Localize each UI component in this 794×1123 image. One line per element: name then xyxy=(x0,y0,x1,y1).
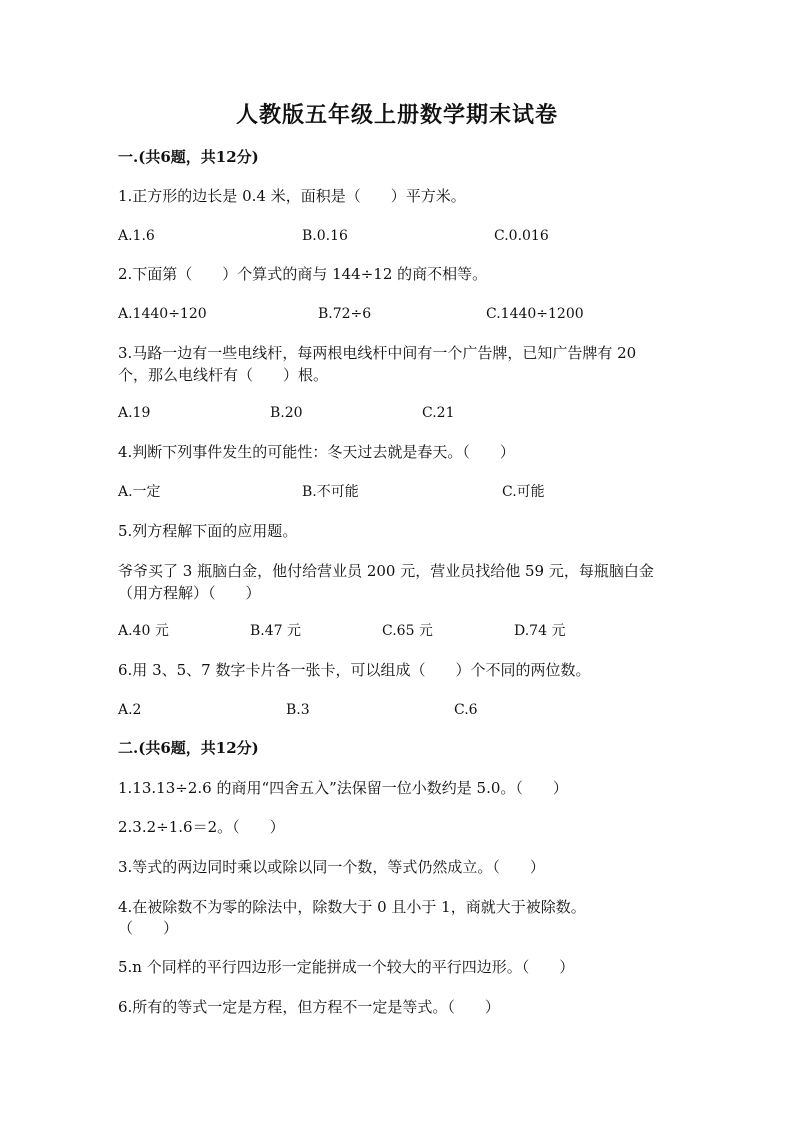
q1-4-option-a: A.一定 xyxy=(118,484,161,500)
question-2-5: 5.n 个同样的平行四边形一定能拼成一个较大的平行四边形。（ ） xyxy=(118,958,575,976)
q1-1-option-b: B.0.16 xyxy=(302,228,348,244)
question-1-3-line-1: 3.马路一边有一些电线杆，每两根电线杆中间有一个广告牌，已知广告牌有 20 xyxy=(118,344,637,362)
question-1-4: 4.判断下列事件发生的可能性：冬天过去就是春天。（ ） xyxy=(118,443,515,461)
question-1-1: 1.正方形的边长是 0.4 米，面积是（ ）平方米。 xyxy=(118,187,466,205)
question-1-3-line-2: 个，那么电线杆有（ ）根。 xyxy=(118,366,329,384)
section-2-heading: 二.(共6题，共12分) xyxy=(118,739,259,757)
section-1-heading: 一.(共6题，共12分) xyxy=(118,148,259,166)
q1-5-option-d: D.74 元 xyxy=(514,623,566,639)
page-title: 人教版五年级上册数学期末试卷 xyxy=(235,102,558,128)
question-1-5-body-line-1: 爷爷买了 3 瓶脑白金，他付给营业员 200 元，营业员找给他 59 元，每瓶脑白金 xyxy=(118,562,654,580)
q1-5-option-c: C.65 元 xyxy=(382,623,433,639)
question-2-4-line-1: 4.在被除数不为零的除法中，除数大于 0 且小于 1，商就大于被除数。 xyxy=(118,898,586,916)
question-2-4-line-2: （ ） xyxy=(118,919,179,937)
q1-3-option-b: B.20 xyxy=(270,405,303,421)
question-2-6: 6.所有的等式一定是方程，但方程不一定是等式。（ ） xyxy=(118,998,500,1016)
question-1-6: 6.用 3、5、7 数字卡片各一张卡，可以组成（ ）个不同的两位数。 xyxy=(118,661,591,679)
q1-2-option-b: B.72÷6 xyxy=(318,306,372,322)
question-2-3: 3.等式的两边同时乘以或除以同一个数，等式仍然成立。（ ） xyxy=(118,858,545,876)
q1-6-option-b: B.3 xyxy=(286,702,310,718)
question-1-2: 2.下面第（ ）个算式的商与 144÷12 的商不相等。 xyxy=(118,265,488,283)
q1-6-option-c: C.6 xyxy=(454,702,478,718)
question-1-5: 5.列方程解下面的应用题。 xyxy=(118,522,298,540)
question-2-2: 2.3.2÷1.6＝2。（ ） xyxy=(118,818,285,836)
q1-5-option-b: B.47 元 xyxy=(250,623,302,639)
question-1-5-body-line-2: （用方程解）（ ） xyxy=(118,584,261,602)
q1-2-option-c: C.1440÷1200 xyxy=(486,306,584,322)
q1-1-option-c: C.0.016 xyxy=(494,228,549,244)
q1-2-option-a: A.1440÷120 xyxy=(118,306,207,322)
q1-5-option-a: A.40 元 xyxy=(118,623,169,639)
q1-4-option-b: B.不可能 xyxy=(302,484,359,500)
q1-3-option-c: C.21 xyxy=(422,405,455,421)
q1-3-option-a: A.19 xyxy=(118,405,151,421)
q1-6-option-a: A.2 xyxy=(118,702,142,718)
q1-1-option-a: A.1.6 xyxy=(118,228,155,244)
q1-4-option-c: C.可能 xyxy=(502,484,545,500)
question-2-1: 1.13.13÷2.6 的商用“四舍五入”法保留一位小数约是 5.0。（ ） xyxy=(118,779,568,797)
